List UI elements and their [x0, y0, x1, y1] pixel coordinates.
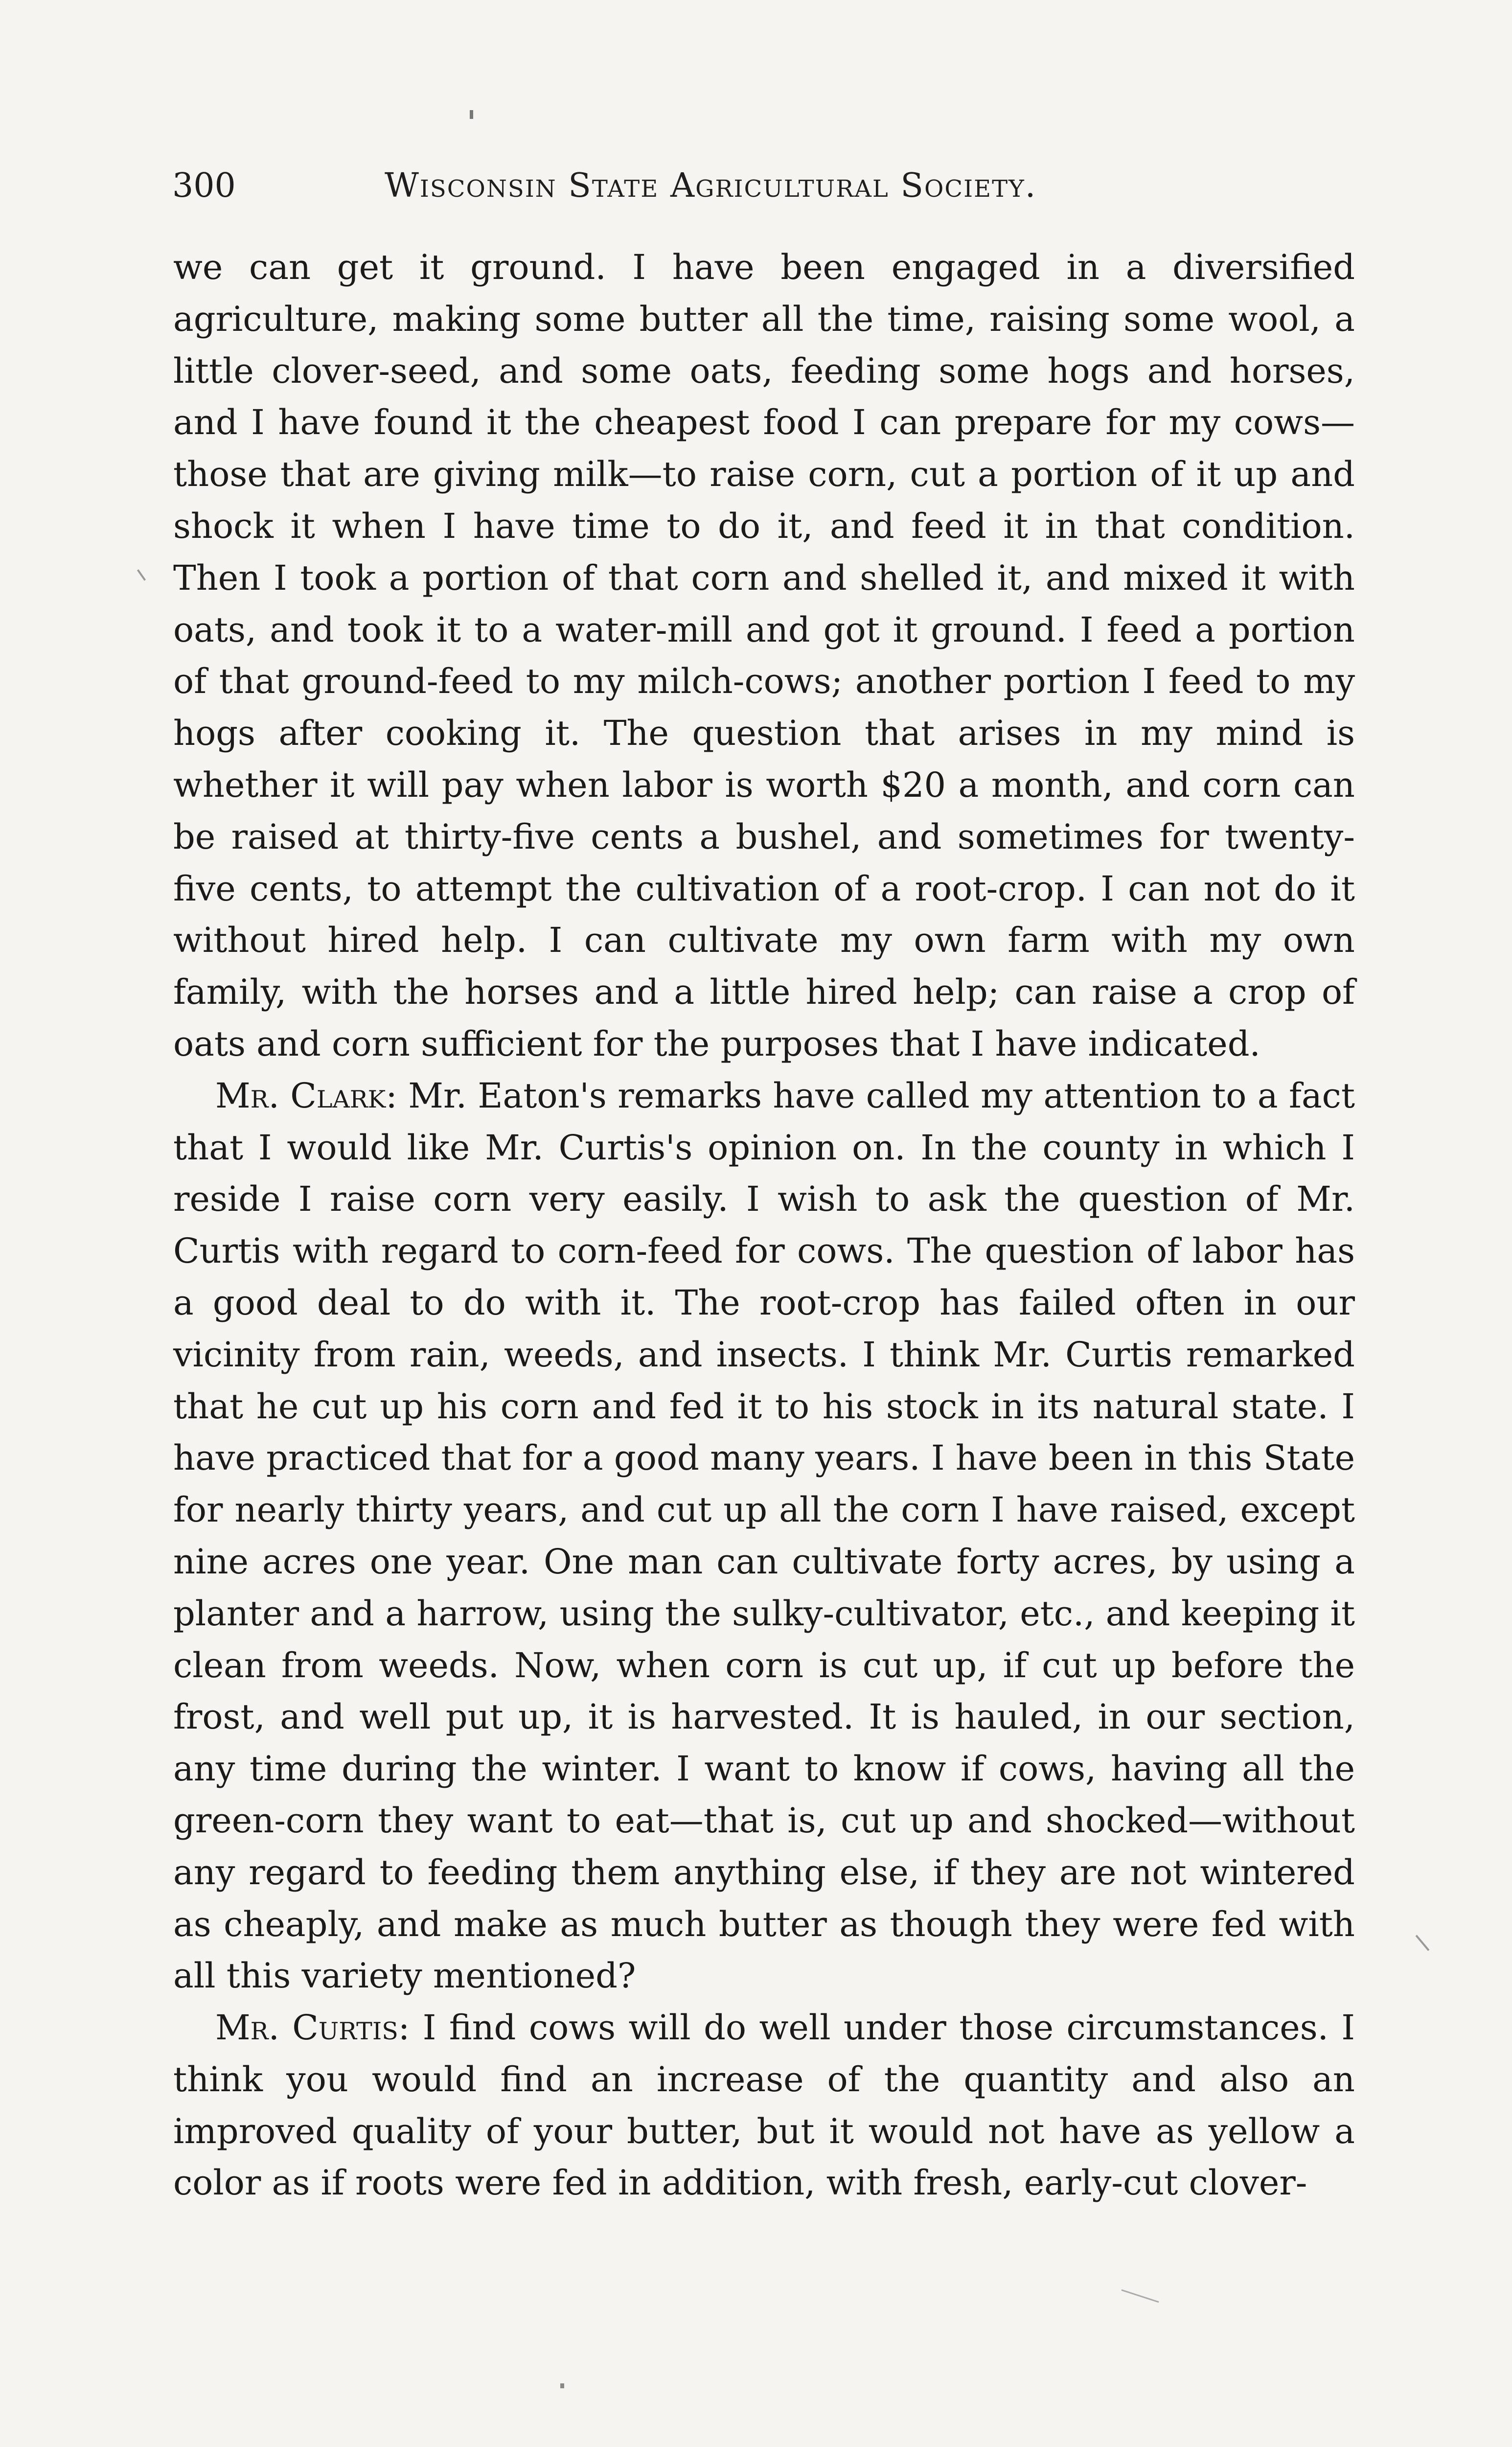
speaker-clark: Mr. Clark: [215, 1075, 397, 1116]
body-text [173, 242, 1355, 2209]
running-title: Wisconsin State Agricultural Society. [385, 166, 1037, 205]
paragraph-2-text: Mr. Eaton's remarks have called my attention to a fact that I would like Mr. Curtis's opinion on. In the county in which I reside I raise corn very easily. I wish to ask the question of Mr. Curtis with regard to corn-feed for cows. The question of labor has a good deal to do with it. The root-crop has failed often in our vicinity from rain, weeds, and insects. I think Mr. Curtis remarked that he cut up his corn and fed it to his stock in its natural state. I have practiced that for a good many years. I have been in this State for nearly thirty years, and cut up all the corn I have raised, except nine acres one year. One man can cultivate forty acres, by using a planter and a harrow, using the sulky-cultivator, etc., and keeping it clean from weeds. Now, when corn is cut up, if cut up before the frost, and well put up, it is harvested. It is hauled, in our section, any time during the winter. I want to know if cows, having all the green-corn they want to eat—that is, cut up and shocked—without any regard to feeding them anything else, if they are not wintered as cheaply, and make as much butter as though they were fed with all this variety mentioned? [173, 1075, 1355, 1996]
scan-speck [1121, 2289, 1159, 2303]
scan-speck [560, 2383, 564, 2388]
paragraph-clark [173, 1070, 1355, 2002]
page-header [172, 166, 1347, 215]
speaker-curtis: Mr. Curtis: [215, 2008, 410, 2048]
paragraph-curtis [173, 2002, 1355, 2209]
paragraph-1-text: we can get it ground. I have been engaged in a diversified agriculture, making some butter all the time, raising some wool, a little clover-seed, and some oats, feeding some hogs and horses, and I have found it the cheapest food I can prepare for my cows—those that are giving milk—to raise corn, cut a portion of it up and shock it when I have time to do it, and feed it in that condition. Then I took a portion of that corn and shelled it, and mixed it with oats, and took it to a water-mill and got it ground. I feed a portion of that ground-feed to my milch-cows; another portion I feed to my hogs after cooking it. The question that arises in my mind is whether it will pay when labor is worth $20 a month, and corn can be raised at thirty-five cents a bushel, and sometimes for twenty-five cents, to attempt the cultivation of a root-crop. I can not do it without hired help. I can cultivate my own farm with my own family, with the horses and a little hired help; can raise a crop of oats and corn sufficient for the purposes that I have indicated. [173, 247, 1355, 1064]
paragraph-3-text: I find cows will do well under those circumstances. I think you would find an increase of the quantity and also an improved quality of your butter, but it would not have as yellow a color as if roots were fed in addition, with fresh, early-cut clover- [173, 2008, 1355, 2203]
scan-speck [1416, 1935, 1430, 1951]
scan-speck [470, 110, 473, 119]
paragraph-continued [173, 242, 1355, 1070]
scan-speck [137, 569, 146, 581]
page-number: 300 [172, 166, 236, 205]
